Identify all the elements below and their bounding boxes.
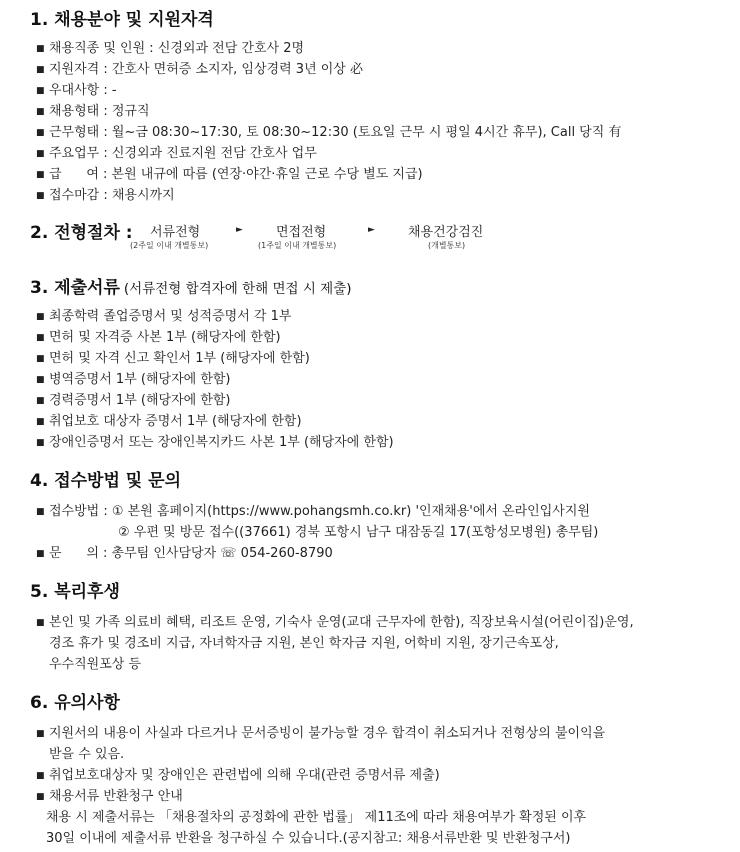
bullet-icon: ■ [36, 170, 45, 180]
list-item [36, 431, 394, 450]
list-item-text: 취업보호 대상자 증명서 1부 (해당자에 한함) [49, 414, 302, 429]
notice-text: 30일 이내에 제출서류 반환을 청구하실 수 있습니다.(공지참고: 채용서류반환 및 반환청구서) [46, 831, 571, 846]
section-5-title: 5. 복리후생 [30, 582, 120, 602]
list-item-text: 우대사항 : - [49, 83, 117, 98]
bullet-icon: ■ [36, 792, 45, 802]
list-item [36, 142, 317, 161]
list-item-text: 경력증명서 1부 (해당자에 한함) [49, 393, 231, 408]
list-item-text: 채용형태 : 정규직 [49, 104, 150, 119]
list-item-text: 면허 및 자격 신고 확인서 1부 (해당자에 한함) [49, 351, 310, 366]
bullet-icon: ■ [36, 107, 45, 117]
notice-text: 채용 시 제출서류는 「채용절차의 공정화에 관한 법률」 제11조에 따라 채용여부가 확정된 이후 [46, 810, 587, 825]
section-4-title: 4. 접수방법 및 문의 [30, 471, 181, 491]
bullet-icon: ■ [36, 396, 45, 406]
bullet-icon: ■ [36, 44, 45, 54]
list-item [36, 785, 183, 804]
list-item [36, 389, 231, 408]
list-item-text: 근무형태 : 월~금 08:30~17:30, 토 08:30~12:30 (토요일 근무 시 평일 4시간 휴무), Call 당직 有 [49, 125, 622, 140]
list-item-text: 면허 및 자격증 사본 1부 (해당자에 한함) [49, 330, 281, 345]
list-item-text: 지원서의 내용이 사실과 다르거나 문서증빙이 불가능할 경우 합격이 취소되거나 전형상의 불이익을 [49, 726, 606, 741]
list-item [36, 121, 621, 140]
list-item [36, 305, 291, 324]
bullet-icon: ■ [36, 438, 45, 448]
list-item-text: 장애인증명서 또는 장애인복지카드 사본 1부 (해당자에 한함) [49, 435, 394, 450]
list-item-text: 최종학력 졸업증명서 및 성적증명서 각 1부 [49, 309, 292, 324]
list-item-text: 지원자격 : 간호사 면허증 소지자, 임상경력 3년 이상 必 [49, 62, 364, 77]
list-item-text: 채용서류 반환청구 안내 [49, 789, 183, 804]
list-item [36, 500, 590, 519]
step-note: (1주일 이내 개별통보) [258, 241, 337, 250]
bullet-icon: ■ [36, 375, 45, 385]
list-item [36, 611, 634, 630]
bullet-icon: ■ [36, 417, 45, 427]
bullet-icon: ■ [36, 312, 45, 322]
bullet-icon: ■ [36, 65, 45, 75]
list-item [36, 37, 304, 56]
list-item [36, 326, 281, 345]
list-item-text: 채용직종 및 인원 : 신경외과 전담 간호사 2명 [49, 41, 305, 56]
list-item [36, 410, 302, 429]
bullet-icon: ■ [36, 507, 45, 517]
list-item [36, 764, 440, 783]
step-label: 채용건강검진 [408, 225, 484, 240]
list-item [36, 58, 363, 77]
list-item-text: 취업보호대상자 및 장애인은 관련법에 의해 우대(관련 증명서류 제출) [49, 768, 440, 783]
bullet-icon: ■ [36, 729, 45, 739]
bullet-icon: ■ [36, 354, 45, 364]
list-item [36, 100, 150, 119]
list-item [36, 542, 333, 561]
bullet-icon: ■ [36, 191, 45, 201]
list-item-text: 접수마감 : 채용시까지 [49, 188, 175, 203]
bullet-icon: ■ [36, 333, 45, 343]
list-item-text: 주요업무 : 신경외과 진료지원 전담 간호사 업무 [49, 146, 317, 161]
list-item-continuation: 경조 휴가 및 경조비 지급, 자녀학자금 지원, 본인 학자금 지원, 어학비 지원, 장기근속포상, [49, 636, 559, 651]
bullet-icon: ■ [36, 86, 45, 96]
bullet-icon: ■ [36, 149, 45, 159]
step-note: (2주일 이내 개별통보) [130, 241, 209, 250]
section-2-title: 2. 전형절차 : [30, 223, 133, 243]
list-item-text: 급 여 : 본원 내규에 따름 (연장·야간·휴일 근로 수당 별도 지급) [49, 167, 423, 182]
section-6-title: 6. 유의사항 [30, 693, 120, 713]
list-item-text: 접수방법 : ① 본원 홈페이지(https://www.pohangsmh.co.kr) '인재채용'에서 온라인입사지원 [49, 504, 590, 519]
section-1-title: 1. 채용분야 및 지원자격 [30, 10, 214, 30]
step-note: (개별통보) [428, 241, 466, 250]
step-label: 서류전형 [150, 225, 201, 240]
step-label: 면접전형 [276, 225, 327, 240]
section-3-title [30, 273, 352, 298]
list-item [36, 163, 423, 182]
section-3-subtitle: (서류전형 합격자에 한해 면접 시 제출) [123, 281, 352, 297]
list-item [36, 368, 231, 387]
list-item-continuation: 우수직원포상 등 [49, 657, 142, 672]
list-item [36, 347, 310, 366]
list-item-continuation: ② 우편 및 방문 접수((37661) 경북 포항시 남구 대잠동길 17(포항성모병원) 총무팀) [118, 525, 599, 540]
bullet-icon: ■ [36, 618, 45, 628]
list-item [36, 722, 605, 741]
list-item-text: 문 의 : 총무팀 인사담당자 ☏ 054-260-8790 [49, 546, 333, 561]
bullet-icon: ■ [36, 549, 45, 559]
bullet-icon: ■ [36, 128, 45, 138]
list-item [36, 79, 117, 98]
section-3-title-text: 3. 제출서류 [30, 278, 120, 298]
list-item-text: 본인 및 가족 의료비 혜택, 리조트 운영, 기숙사 운영(교대 근무자에 한함), 직장보육시설(어린이집)운영, [49, 615, 634, 630]
arrow-right-icon: ► [236, 225, 243, 235]
list-item-continuation: 받을 수 있음. [49, 747, 125, 762]
arrow-right-icon: ► [368, 225, 375, 235]
list-item-text: 병역증명서 1부 (해당자에 한함) [49, 372, 231, 387]
list-item [36, 184, 175, 203]
bullet-icon: ■ [36, 771, 45, 781]
